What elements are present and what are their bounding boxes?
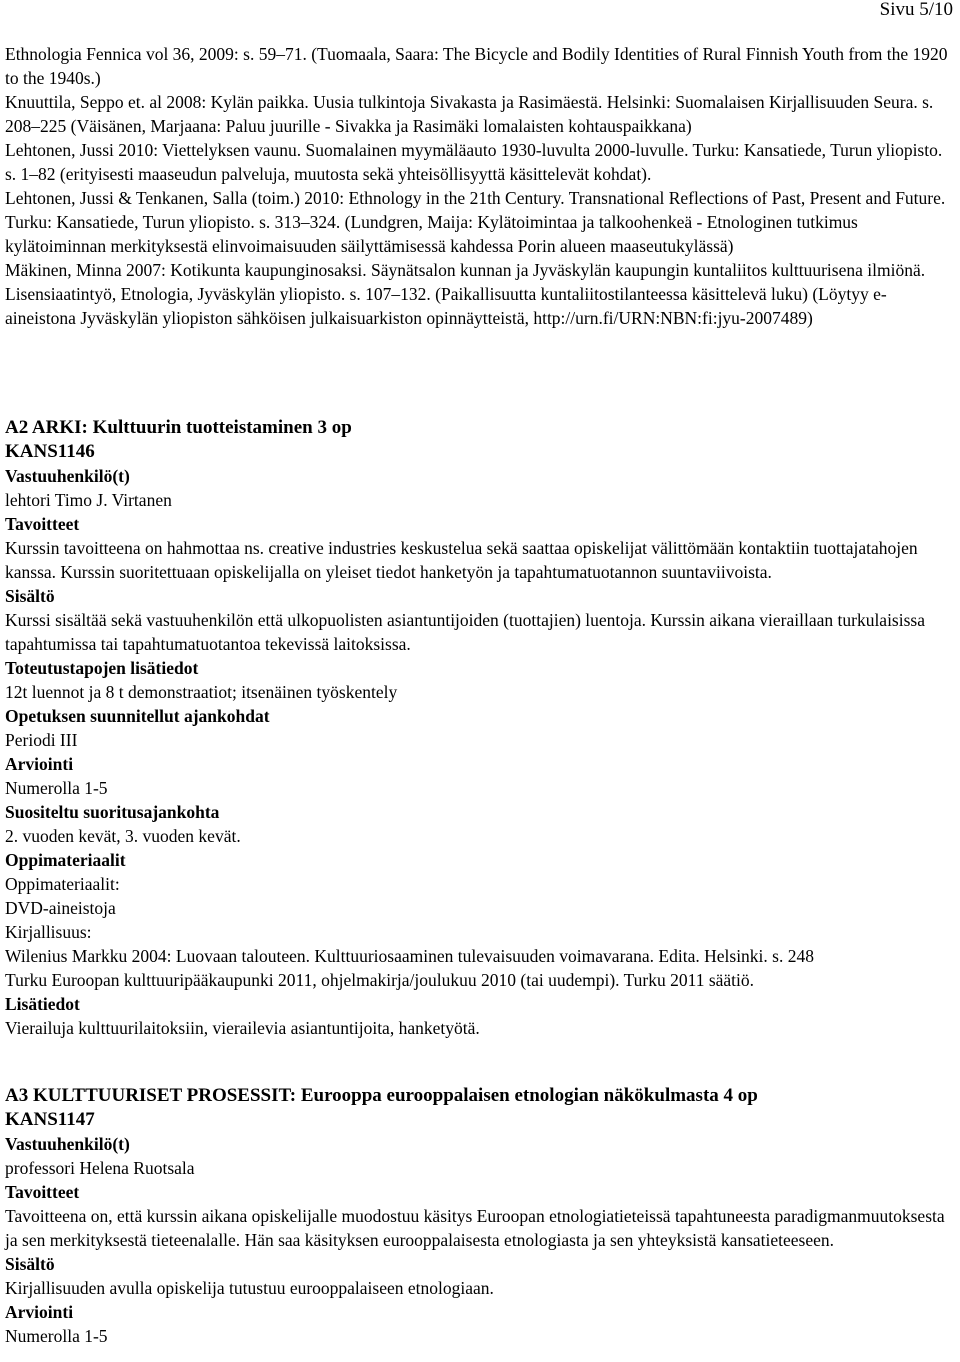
grading-value: Numerolla 1-5 <box>5 1326 108 1346</box>
reference-item: Lehtonen, Jussi 2010: Viettelyksen vaunu. Suomalainen myymäläauto 1930-luvulta 2000-luvulle. Turku: Kansatiede, Turun yliopisto. s. 1–82 (erityisesti maaseudun palveluja, muutosta sekä yhteisöllisyyttä käsittelevät kohdat). <box>5 140 943 184</box>
reference-item: Lehtonen, Jussi & Tenkanen, Salla (toim.) 2010: Ethnology in the 21th Century. Transnational Reflections of Past, Present and Future. Turku: Kansatiede, Turun yliopisto. s. 313–324. (Lundgren, Maija: Kylätoimintaa ja talkoohenkeä - Etnologinen tutkimus kylätoiminnan merkityksestä elinvoimaisuuden säilyttämisessä kahdessa Porin alueen maaseutukylässä) <box>5 188 946 256</box>
content-label: Sisältö <box>5 586 55 606</box>
timing-value: Periodi III <box>5 730 78 750</box>
goals-value: Tavoitteena on, että kurssin aikana opiskelijalle muodostuu käsitys Euroopan etnologiatieteissä tapahtuneesta paradigmanmuutoksesta ja sen merkityksestä tieteenalalle. Hän saa käsityksen eurooppalaisesta etnologiasta ja sen yhteyksistä kansatieteeseen. <box>5 1206 945 1250</box>
goals-label: Tavoitteet <box>5 514 80 534</box>
content-label: Sisältö <box>5 1254 55 1274</box>
materials-line: Turku Euroopan kulttuuripääkaupunki 2011, ohjelmakirja/joulukuu 2010 (tai uudempi). Turku 2011 säätiö. <box>5 970 755 990</box>
course-title: A2 ARKI: Kulttuurin tuotteistaminen 3 op <box>5 417 352 438</box>
reference-list <box>5 42 955 330</box>
responsible-value: professori Helena Ruotsala <box>5 1158 195 1178</box>
extra-info-value: Vierailuja kulttuurilaitoksiin, vierailevia asiantuntijoita, hanketyötä. <box>5 1018 480 1038</box>
course-a3 <box>5 1084 955 1348</box>
goals-value: Kurssin tavoitteena on hahmottaa ns. creative industries keskustelua sekä saattaa opiskelijat välittömään kontaktiin tuottajatahojen kanssa. Kurssin suoritettuaan opiskelijalla on yleiset tiedot hanketyön ja tapahtumatuotannon suuntaviivoista. <box>5 538 918 582</box>
reference-item: Knuuttila, Seppo et. al 2008: Kylän paikka. Uusia tulkintoja Sivakasta ja Rasimäestä. Helsinki: Suomalaisen Kirjallisuuden Seura. s. 208–225 (Väisänen, Marjaana: Paluu juurille - Sivakka ja Rasimäki lomalaisten kohtauspaikkana) <box>5 92 934 136</box>
materials-line: DVD-aineistoja <box>5 898 116 918</box>
recommended-timing-label: Suositeltu suoritusajankohta <box>5 802 220 822</box>
course-a2 <box>5 416 955 1040</box>
grading-label: Arviointi <box>5 754 74 774</box>
materials-line: Oppimateriaalit: <box>5 874 120 894</box>
responsible-label: Vastuuhenkilö(t) <box>5 466 130 486</box>
course-code: KANS1147 <box>5 1109 95 1130</box>
goals-label: Tavoitteet <box>5 1182 80 1202</box>
responsible-label: Vastuuhenkilö(t) <box>5 1134 130 1154</box>
implementation-label: Toteutustapojen lisätiedot <box>5 658 199 678</box>
grading-value: Numerolla 1-5 <box>5 778 108 798</box>
recommended-timing-value: 2. vuoden kevät, 3. vuoden kevät. <box>5 826 241 846</box>
materials-line: Kirjallisuus: <box>5 922 92 942</box>
course-title: A3 KULTTUURISET PROSESSIT: Eurooppa eurooppalaisen etnologian näkökulmasta 4 op <box>5 1085 758 1106</box>
implementation-value: 12t luennot ja 8 t demonstraatiot; itsenäinen työskentely <box>5 682 398 702</box>
materials-line: Wilenius Markku 2004: Luovaan talouteen. Kulttuuriosaaminen tulevaisuuden voimavarana. Edita. Helsinki. s. 248 <box>5 946 814 966</box>
extra-info-label: Lisätiedot <box>5 994 80 1014</box>
content-value: Kurssi sisältää sekä vastuuhenkilön että ulkopuolisten asiantuntijoiden (tuottajien) luentoja. Kurssin aikana vieraillaan turkulaisissa tapahtumissa tai tapahtumatuotantoa tekevissä laitoksissa. <box>5 610 925 654</box>
page-number: Sivu 5/10 <box>879 0 953 20</box>
reference-item: Mäkinen, Minna 2007: Kotikunta kaupunginosaksi. Säynätsalon kunnan ja Jyväskylän kaupungin kuntaliitos kulttuurisena ilmiönä. Lisensiaatintyö, Etnologia, Jyväskylän yliopisto. s. 107–132. (Paikallisuutta kuntaliitostilanteessa käsittelevä luku) (Löytyy e-aineistona Jyväskylän yliopiston sähköisen julkaisuarkiston opinnäytteistä, http://urn.fi/URN:NBN:fi:jyu-2007489) <box>5 260 926 328</box>
course-code: KANS1146 <box>5 441 95 462</box>
grading-label: Arviointi <box>5 1302 74 1322</box>
reference-item: Ethnologia Fennica vol 36, 2009: s. 59–71. (Tuomaala, Saara: The Bicycle and Bodily Identities of Rural Finnish Youth from the 1920 to the 1940s.) <box>5 44 948 88</box>
content-value: Kirjallisuuden avulla opiskelija tutustuu eurooppalaiseen etnologiaan. <box>5 1278 494 1298</box>
materials-label: Oppimateriaalit <box>5 850 126 870</box>
timing-label: Opetuksen suunnitellut ajankohdat <box>5 706 270 726</box>
responsible-value: lehtori Timo J. Virtanen <box>5 490 172 510</box>
